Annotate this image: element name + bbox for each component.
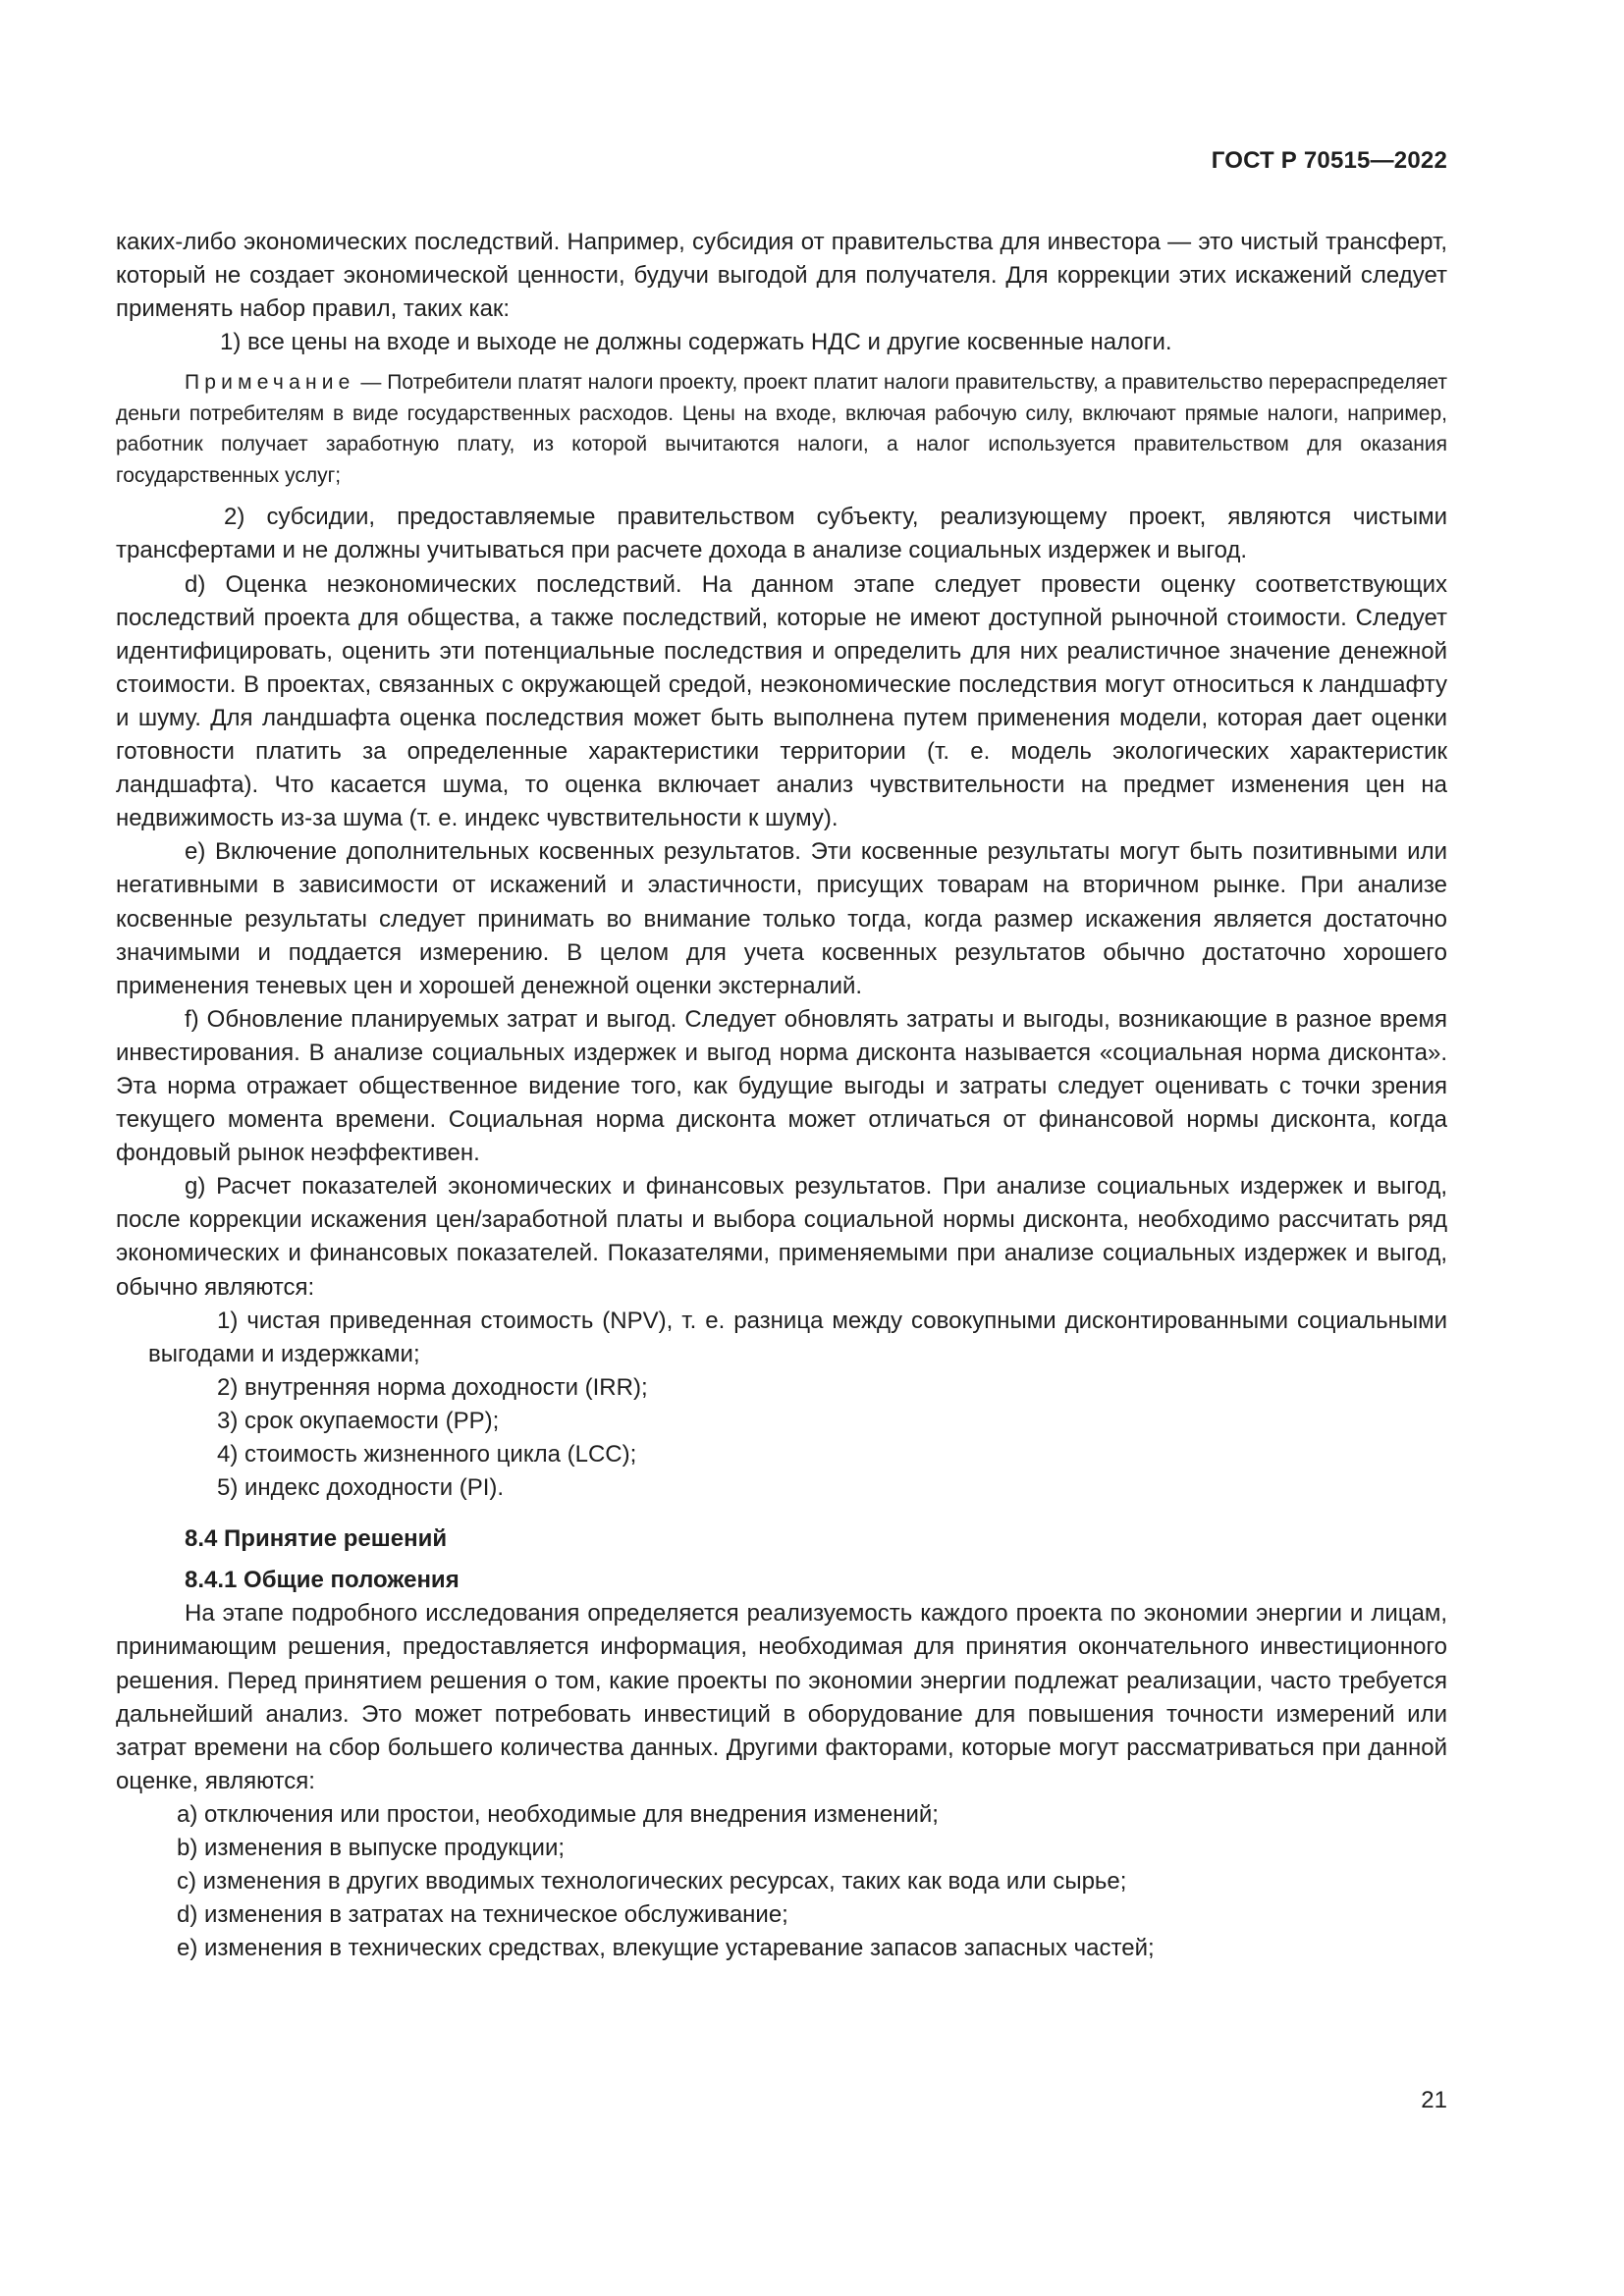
subsection-heading: 8.4.1 Общие положения [185, 1567, 460, 1594]
factor-item: b) изменения в выпуске продукции; [177, 1835, 566, 1862]
factor-item: a) отключения или простои, необходимые для внедрения изменений; [177, 1800, 939, 1828]
note-block [116, 367, 1447, 491]
indicator-item: 2) внутренняя норма доходности (IRR); [217, 1373, 648, 1401]
indicator-item: 5) индекс доходности (PI). [217, 1474, 505, 1502]
rule-2: 2) субсидии, предоставляемые правительством субъекту, реализующему проект, являются чистыми трансфертами и не должны учитываться при расчете дохода в анализе социальных издержек и выгод. [116, 504, 1447, 564]
item-e: e) Включение дополнительных косвенных результатов. Эти косвенные результаты могут быть позитивными или негативными в зависимости от искажений и эластичности, присущих товарам на вторичном рынке. При анализе косвенные результаты следует принимать во внимание только тогда, когда размер искажения является достаточно значимыми и поддается измерению. В целом для учета косвенных результатов обычно достаточно хорошего применения теневых цен и хорошей денежной оценки экстерналий. [116, 838, 1447, 999]
subsection-paragraph: На этапе подробного исследования определяется реализуемость каждого проекта по экономии энергии и лицам, принимающим решения, предоставляется информация, необходимая для принятия окончательного инвестиционного решения. Перед принятием решения о том, какие проекты по экономии энергии подлежат реализации, часто требуется дальнейший анализ. Это может потребовать инвестиций в оборудование для повышения точности измерений или затрат времени на сбор большего количества данных. Другими факторами, которые могут рассматриваться при данной оценке, являются: [116, 1600, 1447, 1794]
indicator-item: 3) срок окупаемости (PP); [217, 1407, 500, 1434]
item-d: d) Оценка неэкономических последствий. На данном этапе следует провести оценку соответствующих последствий проекта для общества, а также последствий, которые не имеют доступной рыночной стоимости. Следует идентифицировать, оценить эти потенциальные последствия и определить для них реалистичное значение денежной стоимости. В проектах, связанных с окружающей средой, неэкономические последствия могут относиться к ландшафту и шуму. Для ландшафта оценка последствия может быть выполнена путем применения модели, которая дает оценки готовности платить за определенные характеристики территории (т. е. модель экологических характеристик ландшафта). Что касается шума, то оценка включает анализ чувствительности на предмет изменения цен на недвижимость из-за шума (т. е. индекс чувствительности к шуму). [116, 570, 1447, 832]
rule-1: 1) все цены на входе и выходе не должны содержать НДС и другие косвенные налоги. [220, 329, 1172, 356]
item-g: g) Расчет показателей экономических и финансовых результатов. При анализе социальных издержек и выгод, после коррекции искажения цен/заработной платы и выбора социальной нормы дисконта, необходимо рассчитать ряд экономических и финансовых показателей. Показателями, применяемыми при анализе социальных издержек и выгод, обычно являются: [116, 1173, 1447, 1301]
note-label: Примечание [185, 371, 355, 395]
indicator-item: 1) чистая приведенная стоимость (NPV), т. е. разница между совокупными дисконтированными социальными выгодами и издержками; [148, 1307, 1447, 1367]
page-number: 21 [1421, 2087, 1447, 2113]
note-text: — Потребители платят налоги проекту, проект платит налоги правительству, а правительство перераспределяет деньги потребителям в виде государственных расходов. Цены на входе, включая рабочую силу, включают прямые налоги, например, работник получает заработную плату, из которой вычитаются налоги, а налог используется правительством для оказания государственных услуг; [116, 371, 1447, 487]
intro-paragraph: каких-либо экономических последствий. Например, субсидия от правительства для инвестора — это чистый трансферт, который не создает экономической ценности, будучи выгодой для получателя. Для коррекции этих искажений следует применять набор правил, таких как: [116, 229, 1447, 323]
factor-item: d) изменения в затратах на техническое обслуживание; [177, 1901, 788, 1929]
indicator-item: 4) стоимость жизненного цикла (LCC); [217, 1441, 637, 1468]
page-content [116, 226, 1447, 1965]
standard-header: ГОСТ Р 70515—2022 [1211, 147, 1447, 174]
item-f: f) Обновление планируемых затрат и выгод. Следует обновлять затраты и выгоды, возникающие в разное время инвестирования. В анализе социальных издержек и выгод норма дисконта называется «социальная норма дисконта». Эта норма отражает общественное видение того, как будущие выгоды и затраты следует оценивать с точки зрения текущего момента времени. Социальная норма дисконта может отличаться от финансовой нормы дисконта, когда фондовый рынок неэффективен. [116, 1005, 1447, 1167]
factor-item: c) изменения в других вводимых технологических ресурсах, таких как вода или сырье; [177, 1868, 1127, 1896]
factor-item: e) изменения в технических средствах, влекущие устаревание запасов запасных частей; [177, 1935, 1155, 1962]
section-heading: 8.4 Принятие решений [185, 1525, 448, 1553]
